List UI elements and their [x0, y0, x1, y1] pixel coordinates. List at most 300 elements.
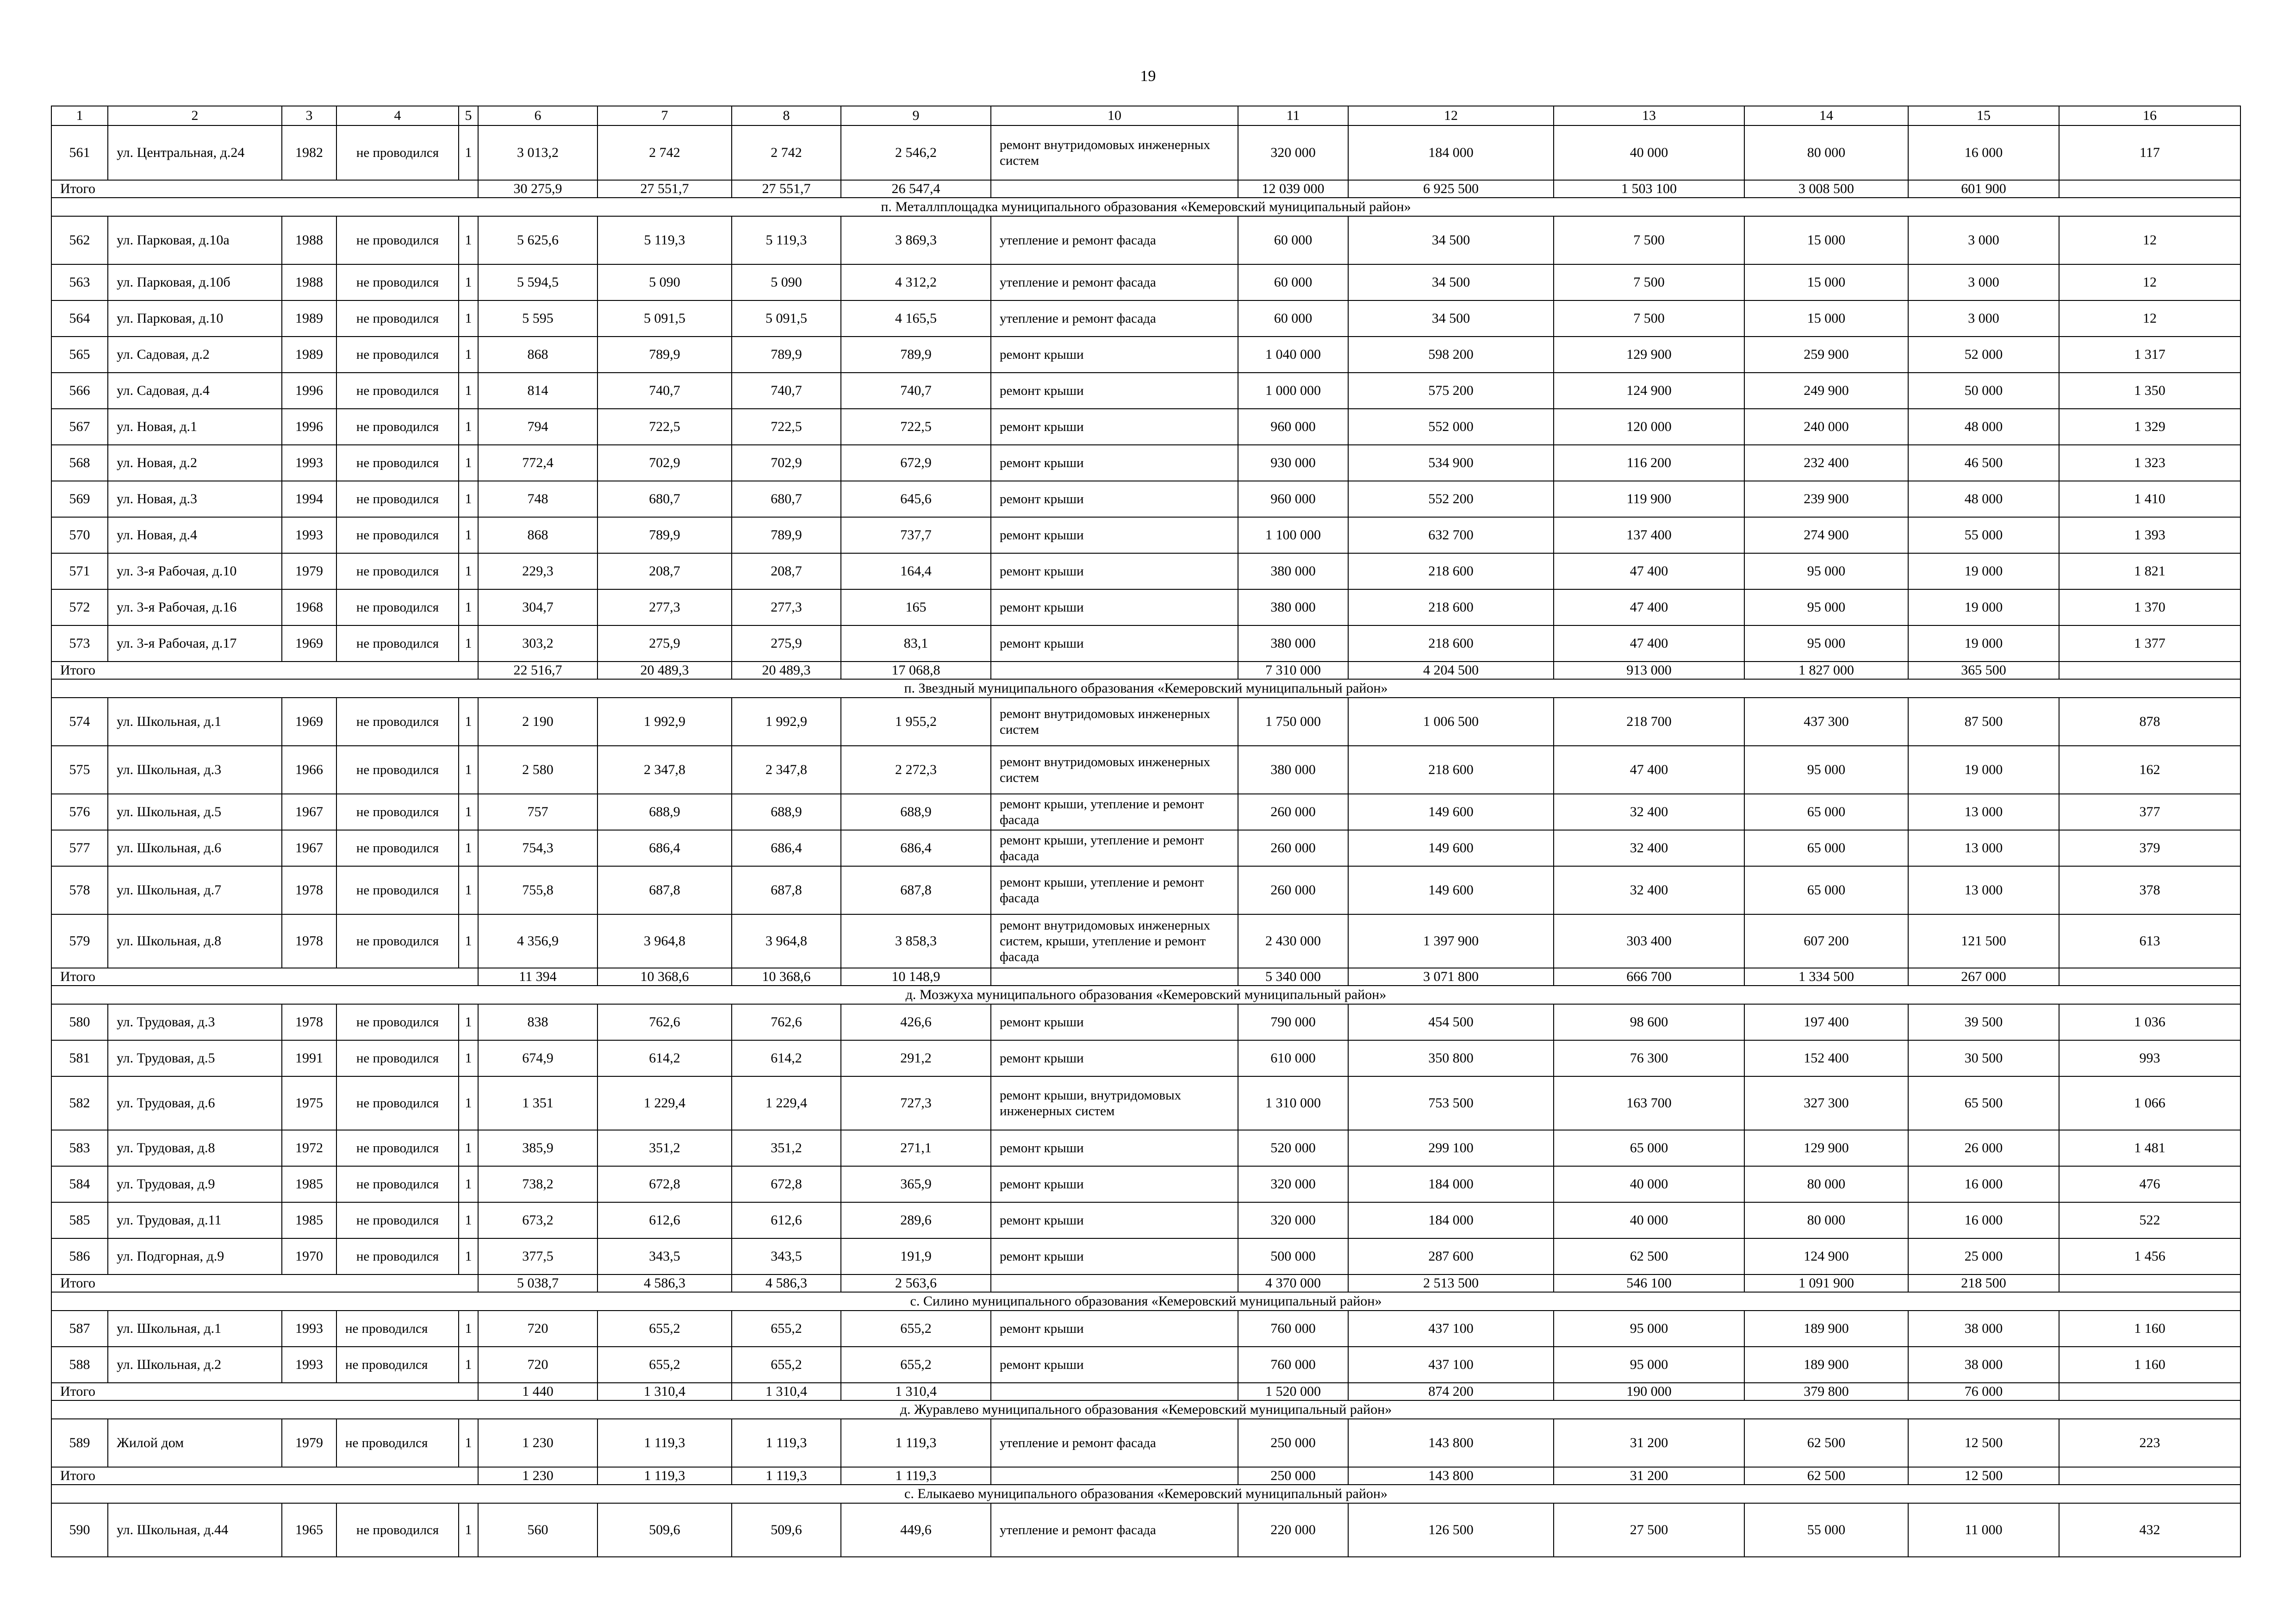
cost-total: 260 000	[1238, 830, 1348, 866]
living-area: 702,9	[597, 445, 732, 481]
residential-area: 2 742	[732, 125, 841, 180]
year-built: 1969	[282, 625, 336, 662]
area-owners: 645,6	[841, 481, 991, 517]
cost-owners: 3 000	[1908, 216, 2059, 264]
cost-total: 380 000	[1238, 746, 1348, 794]
total-residential-area: 4 586,3	[732, 1274, 841, 1292]
cost-local: 249 900	[1744, 373, 1908, 409]
total-area: 3 013,2	[478, 125, 597, 180]
section-heading: д. Мозжуха муниципального образования «Кемеровский муниципальный район»	[51, 986, 2240, 1004]
table-row	[51, 264, 2240, 300]
row-number: 575	[51, 746, 108, 794]
year-built: 1969	[282, 698, 336, 746]
last-repair: не проводился	[336, 625, 459, 662]
total-area: 868	[478, 517, 597, 553]
cost-region: 7 500	[1554, 216, 1744, 264]
year-built: 1975	[282, 1076, 336, 1130]
area-owners: 165	[841, 589, 991, 625]
column-number: 10	[991, 106, 1238, 125]
cost-owners: 52 000	[1908, 337, 2059, 373]
year-built: 1988	[282, 216, 336, 264]
cost-fund: 218 600	[1348, 589, 1554, 625]
cost-total: 960 000	[1238, 481, 1348, 517]
area-owners: 365,9	[841, 1166, 991, 1202]
cost-local: 124 900	[1744, 1238, 1908, 1274]
cost-per-sqm: 162	[2059, 746, 2240, 794]
address: ул. Парковая, д.10	[108, 300, 282, 337]
cost-fund: 184 000	[1348, 1166, 1554, 1202]
total-area: 229,3	[478, 553, 597, 589]
work-type: ремонт крыши	[991, 1347, 1238, 1383]
area-owners: 740,7	[841, 373, 991, 409]
total-living-area: 27 551,7	[597, 180, 732, 198]
cost-per-sqm: 1 481	[2059, 1130, 2240, 1166]
table-row	[51, 445, 2240, 481]
cost-local: 232 400	[1744, 445, 1908, 481]
total-cost-total: 250 000	[1238, 1467, 1348, 1485]
cost-per-sqm: 1 036	[2059, 1004, 2240, 1040]
repair-register-table	[51, 106, 2241, 1557]
column-number: 2	[108, 106, 282, 125]
cost-per-sqm: 1 160	[2059, 1347, 2240, 1383]
cost-total: 60 000	[1238, 264, 1348, 300]
cost-region: 137 400	[1554, 517, 1744, 553]
cost-region: 47 400	[1554, 589, 1744, 625]
area-owners: 291,2	[841, 1040, 991, 1076]
cost-total: 380 000	[1238, 553, 1348, 589]
address: ул. 3-я Рабочая, д.16	[108, 589, 282, 625]
cost-fund: 598 200	[1348, 337, 1554, 373]
total-cost-local: 379 800	[1744, 1383, 1908, 1400]
cost-fund: 149 600	[1348, 866, 1554, 914]
cost-region: 47 400	[1554, 553, 1744, 589]
cost-local: 274 900	[1744, 517, 1908, 553]
cost-local: 240 000	[1744, 409, 1908, 445]
section-heading-row	[51, 986, 2240, 1004]
table-row	[51, 794, 2240, 830]
total-cost-per-sqm	[2059, 1467, 2240, 1485]
cost-per-sqm: 378	[2059, 866, 2240, 914]
total-cost-region: 31 200	[1554, 1467, 1744, 1485]
total-total-area: 1 440	[478, 1383, 597, 1400]
total-cost-owners: 12 500	[1908, 1467, 2059, 1485]
table-row	[51, 1004, 2240, 1040]
cost-total: 2 430 000	[1238, 914, 1348, 968]
address: ул. Школьная, д.2	[108, 1347, 282, 1383]
total-cost-local: 1 091 900	[1744, 1274, 1908, 1292]
cost-total: 930 000	[1238, 445, 1348, 481]
count: 1	[459, 1419, 478, 1467]
cost-total: 790 000	[1238, 1004, 1348, 1040]
living-area: 789,9	[597, 337, 732, 373]
total-label: Итого	[51, 1467, 478, 1485]
count: 1	[459, 1238, 478, 1274]
cost-owners: 19 000	[1908, 553, 2059, 589]
cost-local: 15 000	[1744, 216, 1908, 264]
cost-local: 15 000	[1744, 300, 1908, 337]
column-number: 12	[1348, 106, 1554, 125]
total-area: 2 580	[478, 746, 597, 794]
address: ул. Школьная, д.5	[108, 794, 282, 830]
row-number: 565	[51, 337, 108, 373]
section-heading-row	[51, 1485, 2240, 1503]
column-number: 16	[2059, 106, 2240, 125]
cost-owners: 13 000	[1908, 830, 2059, 866]
section-heading: п. Металлплощадка муниципального образования «Кемеровский муниципальный район»	[51, 198, 2240, 216]
table-row	[51, 746, 2240, 794]
year-built: 1993	[282, 1347, 336, 1383]
address: ул. Новая, д.4	[108, 517, 282, 553]
area-owners: 727,3	[841, 1076, 991, 1130]
residential-area: 614,2	[732, 1040, 841, 1076]
area-owners: 164,4	[841, 553, 991, 589]
last-repair: не проводился	[336, 373, 459, 409]
address: ул. Парковая, д.10а	[108, 216, 282, 264]
cost-owners: 13 000	[1908, 866, 2059, 914]
work-type: ремонт внутридомовых инженерных систем, крыши, утепление и ремонт фасада	[991, 914, 1238, 968]
row-number: 590	[51, 1503, 108, 1557]
last-repair: не проводился	[336, 553, 459, 589]
total-work-type	[991, 662, 1238, 679]
total-cost-region: 913 000	[1554, 662, 1744, 679]
cost-region: 47 400	[1554, 746, 1744, 794]
total-area-owners: 10 148,9	[841, 968, 991, 986]
count: 1	[459, 409, 478, 445]
living-area: 208,7	[597, 553, 732, 589]
cost-region: 32 400	[1554, 866, 1744, 914]
table-row	[51, 698, 2240, 746]
count: 1	[459, 1076, 478, 1130]
total-row	[51, 1274, 2240, 1292]
cost-per-sqm: 1 317	[2059, 337, 2240, 373]
total-area: 5 625,6	[478, 216, 597, 264]
last-repair: не проводился	[336, 1004, 459, 1040]
cost-region: 27 500	[1554, 1503, 1744, 1557]
residential-area: 762,6	[732, 1004, 841, 1040]
total-cost-owners: 218 500	[1908, 1274, 2059, 1292]
last-repair: не проводился	[336, 300, 459, 337]
cost-local: 80 000	[1744, 1166, 1908, 1202]
table-row	[51, 216, 2240, 264]
cost-owners: 38 000	[1908, 1311, 2059, 1347]
residential-area: 789,9	[732, 337, 841, 373]
living-area: 686,4	[597, 830, 732, 866]
year-built: 1989	[282, 337, 336, 373]
cost-region: 124 900	[1554, 373, 1744, 409]
table-row	[51, 1503, 2240, 1557]
row-number: 571	[51, 553, 108, 589]
row-number: 588	[51, 1347, 108, 1383]
cost-owners: 46 500	[1908, 445, 2059, 481]
cost-fund: 218 600	[1348, 553, 1554, 589]
total-total-area: 11 394	[478, 968, 597, 986]
table-row	[51, 553, 2240, 589]
year-built: 1978	[282, 1004, 336, 1040]
table-row	[51, 1202, 2240, 1238]
cost-local: 65 000	[1744, 830, 1908, 866]
cost-region: 40 000	[1554, 1202, 1744, 1238]
living-area: 2 347,8	[597, 746, 732, 794]
cost-per-sqm: 12	[2059, 300, 2240, 337]
total-work-type	[991, 1467, 1238, 1485]
table-row	[51, 1347, 2240, 1383]
section-heading: д. Журавлево муниципального образования «Кемеровский муниципальный район»	[51, 1400, 2240, 1419]
row-number: 585	[51, 1202, 108, 1238]
address: ул. Трудовая, д.6	[108, 1076, 282, 1130]
row-number: 576	[51, 794, 108, 830]
year-built: 1989	[282, 300, 336, 337]
residential-area: 275,9	[732, 625, 841, 662]
column-number: 11	[1238, 106, 1348, 125]
work-type: ремонт внутридомовых инженерных систем	[991, 125, 1238, 180]
row-number: 584	[51, 1166, 108, 1202]
total-label: Итого	[51, 662, 478, 679]
address: ул. Садовая, д.2	[108, 337, 282, 373]
last-repair: не проводился	[336, 1202, 459, 1238]
residential-area: 612,6	[732, 1202, 841, 1238]
total-area: 304,7	[478, 589, 597, 625]
table-row	[51, 373, 2240, 409]
last-repair: не проводился	[336, 698, 459, 746]
table-row	[51, 1040, 2240, 1076]
column-number: 1	[51, 106, 108, 125]
address: ул. Школьная, д.6	[108, 830, 282, 866]
living-area: 655,2	[597, 1311, 732, 1347]
total-cost-fund: 4 204 500	[1348, 662, 1554, 679]
row-number: 577	[51, 830, 108, 866]
residential-area: 687,8	[732, 866, 841, 914]
living-area: 351,2	[597, 1130, 732, 1166]
table-row	[51, 830, 2240, 866]
cost-total: 610 000	[1238, 1040, 1348, 1076]
cost-owners: 3 000	[1908, 264, 2059, 300]
cost-local: 239 900	[1744, 481, 1908, 517]
work-type: утепление и ремонт фасада	[991, 1419, 1238, 1467]
row-number: 567	[51, 409, 108, 445]
area-owners: 672,9	[841, 445, 991, 481]
year-built: 1967	[282, 830, 336, 866]
cost-region: 40 000	[1554, 125, 1744, 180]
cost-per-sqm: 878	[2059, 698, 2240, 746]
table-row	[51, 1311, 2240, 1347]
column-numbers-row	[51, 106, 2240, 125]
area-owners: 3 858,3	[841, 914, 991, 968]
address: ул. Трудовая, д.3	[108, 1004, 282, 1040]
cost-fund: 34 500	[1348, 216, 1554, 264]
cost-per-sqm: 223	[2059, 1419, 2240, 1467]
count: 1	[459, 300, 478, 337]
total-area: 560	[478, 1503, 597, 1557]
area-owners: 271,1	[841, 1130, 991, 1166]
year-built: 1968	[282, 589, 336, 625]
cost-total: 380 000	[1238, 589, 1348, 625]
count: 1	[459, 125, 478, 180]
cost-owners: 3 000	[1908, 300, 2059, 337]
area-owners: 1 119,3	[841, 1419, 991, 1467]
cost-per-sqm: 993	[2059, 1040, 2240, 1076]
table-row	[51, 300, 2240, 337]
last-repair: не проводился	[336, 1311, 459, 1347]
row-number: 586	[51, 1238, 108, 1274]
address: ул. Парковая, д.10б	[108, 264, 282, 300]
total-area: 738,2	[478, 1166, 597, 1202]
living-area: 614,2	[597, 1040, 732, 1076]
work-type: ремонт крыши	[991, 1130, 1238, 1166]
total-label: Итого	[51, 180, 478, 198]
year-built: 1993	[282, 517, 336, 553]
total-cost-owners: 365 500	[1908, 662, 2059, 679]
cost-owners: 19 000	[1908, 746, 2059, 794]
residential-area: 208,7	[732, 553, 841, 589]
address: ул. Школьная, д.1	[108, 1311, 282, 1347]
row-number: 579	[51, 914, 108, 968]
count: 1	[459, 1130, 478, 1166]
address: ул. Школьная, д.3	[108, 746, 282, 794]
total-area: 757	[478, 794, 597, 830]
cost-total: 60 000	[1238, 216, 1348, 264]
section-heading: п. Звездный муниципального образования «Кемеровский муниципальный район»	[51, 679, 2240, 698]
area-owners: 722,5	[841, 409, 991, 445]
area-owners: 83,1	[841, 625, 991, 662]
section-heading-row	[51, 1292, 2240, 1311]
cost-region: 98 600	[1554, 1004, 1744, 1040]
row-number: 563	[51, 264, 108, 300]
count: 1	[459, 337, 478, 373]
last-repair: не проводился	[336, 264, 459, 300]
living-area: 3 964,8	[597, 914, 732, 968]
residential-area: 672,8	[732, 1166, 841, 1202]
living-area: 5 090	[597, 264, 732, 300]
total-label: Итого	[51, 1274, 478, 1292]
area-owners: 686,4	[841, 830, 991, 866]
work-type: ремонт крыши	[991, 373, 1238, 409]
total-cost-total: 1 520 000	[1238, 1383, 1348, 1400]
area-owners: 449,6	[841, 1503, 991, 1557]
area-owners: 687,8	[841, 866, 991, 914]
row-number: 582	[51, 1076, 108, 1130]
row-number: 580	[51, 1004, 108, 1040]
work-type: ремонт внутридомовых инженерных систем	[991, 746, 1238, 794]
count: 1	[459, 866, 478, 914]
year-built: 1988	[282, 264, 336, 300]
residential-area: 5 119,3	[732, 216, 841, 264]
cost-region: 218 700	[1554, 698, 1744, 746]
address: ул. Школьная, д.44	[108, 1503, 282, 1557]
cost-local: 95 000	[1744, 625, 1908, 662]
cost-total: 260 000	[1238, 794, 1348, 830]
total-total-area: 1 230	[478, 1467, 597, 1485]
address: ул. 3-я Рабочая, д.17	[108, 625, 282, 662]
cost-owners: 55 000	[1908, 517, 2059, 553]
cost-owners: 16 000	[1908, 125, 2059, 180]
column-number: 7	[597, 106, 732, 125]
residential-area: 686,4	[732, 830, 841, 866]
cost-owners: 50 000	[1908, 373, 2059, 409]
year-built: 1972	[282, 1130, 336, 1166]
count: 1	[459, 264, 478, 300]
last-repair: не проводился	[336, 830, 459, 866]
cost-owners: 19 000	[1908, 625, 2059, 662]
total-label: Итого	[51, 968, 478, 986]
cost-region: 76 300	[1554, 1040, 1744, 1076]
count: 1	[459, 1311, 478, 1347]
cost-fund: 287 600	[1348, 1238, 1554, 1274]
address: Жилой дом	[108, 1419, 282, 1467]
cost-total: 260 000	[1238, 866, 1348, 914]
total-area: 673,2	[478, 1202, 597, 1238]
residential-area: 351,2	[732, 1130, 841, 1166]
cost-owners: 25 000	[1908, 1238, 2059, 1274]
total-total-area: 5 038,7	[478, 1274, 597, 1292]
total-area: 838	[478, 1004, 597, 1040]
row-number: 566	[51, 373, 108, 409]
residential-area: 5 090	[732, 264, 841, 300]
total-area: 814	[478, 373, 597, 409]
total-area: 5 594,5	[478, 264, 597, 300]
total-area-owners: 1 310,4	[841, 1383, 991, 1400]
cost-owners: 38 000	[1908, 1347, 2059, 1383]
cost-local: 80 000	[1744, 1202, 1908, 1238]
year-built: 1978	[282, 866, 336, 914]
total-cost-per-sqm	[2059, 662, 2240, 679]
cost-fund: 126 500	[1348, 1503, 1554, 1557]
cost-per-sqm: 117	[2059, 125, 2240, 180]
cost-fund: 184 000	[1348, 125, 1554, 180]
total-cost-region: 666 700	[1554, 968, 1744, 986]
cost-per-sqm: 379	[2059, 830, 2240, 866]
cost-region: 163 700	[1554, 1076, 1744, 1130]
row-number: 564	[51, 300, 108, 337]
cost-region: 7 500	[1554, 300, 1744, 337]
residential-area: 740,7	[732, 373, 841, 409]
cost-owners: 39 500	[1908, 1004, 2059, 1040]
address: ул. Подгорная, д.9	[108, 1238, 282, 1274]
table-row	[51, 409, 2240, 445]
work-type: ремонт крыши	[991, 1040, 1238, 1076]
last-repair: не проводился	[336, 746, 459, 794]
work-type: утепление и ремонт фасада	[991, 264, 1238, 300]
cost-total: 1 100 000	[1238, 517, 1348, 553]
address: ул. Школьная, д.8	[108, 914, 282, 968]
work-type: ремонт крыши	[991, 625, 1238, 662]
year-built: 1979	[282, 1419, 336, 1467]
cost-local: 95 000	[1744, 746, 1908, 794]
work-type: ремонт крыши	[991, 409, 1238, 445]
residential-area: 5 091,5	[732, 300, 841, 337]
cost-total: 1 310 000	[1238, 1076, 1348, 1130]
work-type: ремонт крыши	[991, 481, 1238, 517]
total-area: 4 356,9	[478, 914, 597, 968]
address: ул. Трудовая, д.8	[108, 1130, 282, 1166]
cost-local: 197 400	[1744, 1004, 1908, 1040]
area-owners: 191,9	[841, 1238, 991, 1274]
total-area: 377,5	[478, 1238, 597, 1274]
living-area: 5 091,5	[597, 300, 732, 337]
table-row	[51, 337, 2240, 373]
last-repair: не проводился	[336, 409, 459, 445]
total-cost-region: 1 503 100	[1554, 180, 1744, 198]
count: 1	[459, 1347, 478, 1383]
living-area: 1 992,9	[597, 698, 732, 746]
last-repair: не проводился	[336, 1166, 459, 1202]
cost-region: 129 900	[1554, 337, 1744, 373]
area-owners: 4 165,5	[841, 300, 991, 337]
cost-per-sqm: 1 393	[2059, 517, 2240, 553]
area-owners: 737,7	[841, 517, 991, 553]
address: ул. Центральная, д.24	[108, 125, 282, 180]
cost-fund: 534 900	[1348, 445, 1554, 481]
count: 1	[459, 1166, 478, 1202]
